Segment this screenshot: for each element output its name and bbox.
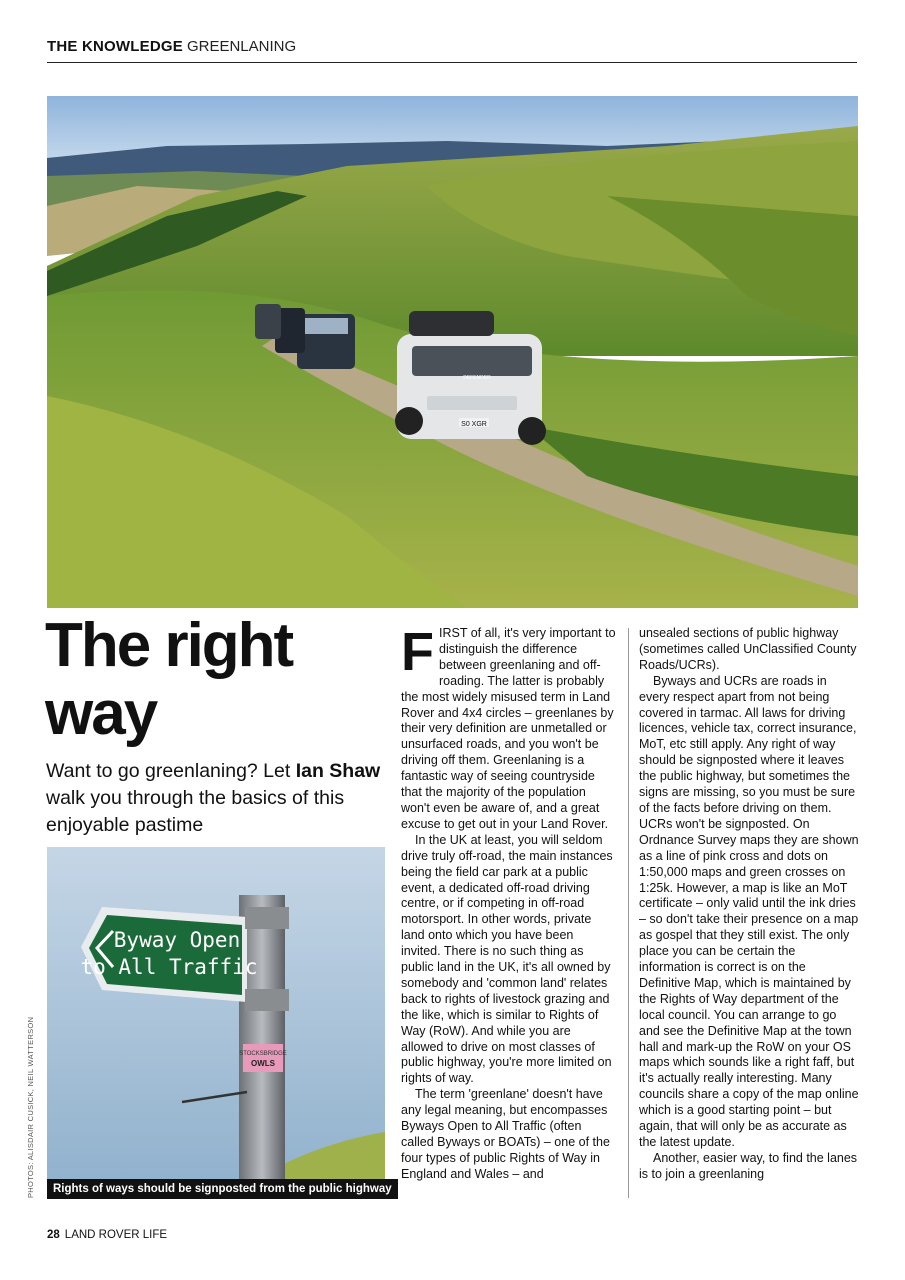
number-plate: S0 XGR [461, 421, 487, 428]
subsection-name: GREENLANING [186, 38, 297, 55]
photo-caption: Rights of ways should be signposted from the public highway [47, 1179, 398, 1199]
signpost-illustration [47, 847, 385, 1198]
body-column-1 [401, 622, 616, 1183]
column-rule [628, 628, 629, 1198]
standfirst-lead: Want to go greenlaning? Let [46, 760, 296, 782]
sticker-line-2: OWLS [251, 1059, 275, 1068]
magazine-name: LAND ROVER LIFE [64, 1229, 168, 1241]
page-number: 28 [47, 1229, 60, 1241]
paragraph-6: Another, easier way, to find the lanes is to join a greenlaning [639, 1150, 858, 1181]
paragraph-5: Byways and UCRs are roads in every respect apart from not being covered in tarmac. All laws for driving licences, vehicle tax, correct insurance, MoT, etc still apply. Any right of way should be signposted where it leaves the public highway, but sometimes the signs are missing, so you must be sure of the facts before driving on them. UCRs won't be signposted. On Ordnance Survey maps they are shown as a line of pink cross and dots on 1:50,000 maps and green crosses on 1:25k. However, a map is like an MoT certificate – only valid until the ink dries – so don't take their presence on a map as gospel that they still exist. The only place you can be certain the information is correct is on the Definitive Map, which is maintained by the Rights of Way department of the local council. You can arrange to go and see the Definitive Map at the town hall and mark-up the RoW on your OS maps which sounds like a right faff, but it's actually really interesting. Many councils share a copy of the map online which is a good starting point – but again, that will only be as accurate as the latest update. [639, 673, 859, 1149]
bonnet-badge: DEFENDER [463, 375, 491, 381]
title-line-1: The right [45, 611, 293, 680]
article-title [45, 612, 385, 748]
section-name: THE KNOWLEDGE [47, 38, 183, 55]
paragraph-4: unsealed sections of public highway (sometimes called UnClassified County Roads/UCRs). [639, 626, 857, 672]
hero-photo [47, 96, 858, 608]
photo-credit: PHOTOS: ALISDAIR CUSICK, NEIL WATTERSON [26, 1016, 35, 1198]
author-name: Ian Shaw [295, 760, 381, 782]
standfirst-tail: walk you through the basics of this enjoyable pastime [46, 787, 345, 836]
page-footer [47, 1229, 167, 1241]
standfirst [46, 758, 386, 839]
page-header [47, 38, 857, 63]
sign-line-2: to All Traffic [80, 955, 258, 979]
hero-landscape-illustration [47, 96, 858, 608]
sticker-line-1: STOCKSBRIDGE [239, 1051, 287, 1057]
paragraph-3: The term 'greenlane' doesn't have any legal meaning, but encompasses Byways Open to All Traffic (often called Byways or BOATs) – one of the four types of public Rights of Way in England and Wales – and [401, 1087, 610, 1181]
drop-cap: F [401, 622, 434, 682]
body-column-2 [639, 626, 859, 1183]
paragraph-1: IRST of all, it's very important to distinguish the difference between greenlaning and off-roading. The latter is probably the most widely misused term in Land Rover and 4x4 circles – greenlanes by their very definition are unmetalled or unsurfaced roads, and you won't be driving off them. Greenlaning is a fantastic way of seeing countryside that the majority of the population won't even be aware of, and a great excuse to get out in your Land Rover. [401, 626, 616, 831]
sign-line-1: Byway Open [113, 928, 241, 952]
paragraph-2: In the UK at least, you will seldom drive truly off-road, the main instances being the field car park at a public event, a dedicated off-road driving centre, or if competing in off-road motorsport. In other words, private land onto which you have been invited. There is no such thing as public land in the UK, it's all owned by somebody and 'common land' relates back to rights of livestock grazing and the like, which is similar to Rights of Way (RoW). And while you are allowed to drive on most classes of public highway, you're more limited on rights of way. [401, 832, 613, 1086]
signpost-photo [47, 847, 385, 1198]
title-line-2: way [45, 679, 157, 748]
